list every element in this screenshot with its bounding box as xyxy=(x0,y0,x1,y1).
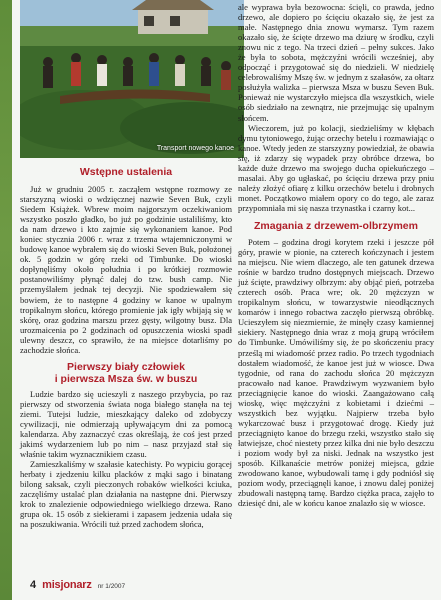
paragraph: Ludzie bardzo się ucieszyli z naszego przybycia, po raz pierwszy od stworzenia świata noga białego stanęła na tej ziemi. Tutejsi ludzie, mieszkający daleko od zdobyczy cywilizacji, nie odmierzają upływającym dni za pomocą kalendarza. Aby zaznaczyć czas określają, że coś jest przed jakimś wydarzeniem lub po nim – nasz przyjazd stał się właśnie takim wyznacznikiem czasu. xyxy=(20,388,232,460)
magazine-page xyxy=(12,0,441,600)
issue-number: nr 1/2007 xyxy=(97,583,126,590)
paragraph: Zamieszkaliśmy w szałasie katechisty. Po wypiciu gorącej herbaty i zjedzeniu kilku placków z mąki sago i binatang bilong saksak, czyli pieczonych robaków wielkości kciuka, zaczęliśmy ustalać plan działania na następne dni. Pierwszy krok to znalezienie odpowiedniego wielkiego drzewa. Rano grupa ok. 15 osób z siekierami i zapasem jedzenia udała się na poszukiwania. Wrócili tuż przed zachodem słońca, xyxy=(20,459,232,530)
page-edge-band xyxy=(0,0,12,600)
magazine-name: misjonarz xyxy=(42,579,92,591)
section-initial-arrangements xyxy=(20,166,232,355)
section-heading: Wstępne ustalenia xyxy=(79,166,173,178)
paragraph: Już w grudniu 2005 r. zacząłem wstępne rozmowy ze starszyzną wioski o wdzięcznej nazwie Seven Buk, czyli Siedem Książek. Wbrew moim najgorszym oczekiwaniom wszystko poszło gładko, bo już po godzinie ustaliliśmy, kto da nam drzewo i kto zajmie się wykonaniem kanoe. Pod koniec stycznia 2006 r. wraz z trzema wtajemniczonymi w budowę kanoe wybrałem się do wioski Seven Buk, położonej ok. 5 godzin w górę rzeki od Timbunke. Do wioski dopłynęliśmy około południa i po krótkiej rozmowie postanowiliśmy płynąć dalej do tzw. bush camp. Nie przemyślałem jednak tej decyzji. Nie spodziewałem się bowiem, że to następne 4 godziny w kanoe w upalnym tropikalnym słońcu, którego promienie jak igły wbijają się w skórę, oraz godzina marszu przez gęsty, wilgotny busz. Dla urozmaicenia po 2 godzinach od opuszczenia wioski spadł ulewny deszcz, co sprawiło, że na miejsce dotarliśmy po zachodzie słońca. xyxy=(20,184,232,355)
section-heading xyxy=(20,361,232,385)
canoe-transport-photo xyxy=(20,0,244,158)
section-heading: Zmagania z drzewem-olbrzymem xyxy=(254,219,418,232)
paragraph: Potem – godzina drogi korytem rzeki i jeszcze pół góry, prawie w pionie, na czterech kończynach i jestem na miejscu. Nie wiem dlaczego, ale ten gatunek drzewa rośnie w bardzo trudno dostępnych miejscach. Drzewo już ścięte, prawdziwy olbrzym: aby objąć pień, potrzeba czterech osób. Praca wre; ok. 20 mężczyzn w tropikalnym słońcu, w towarzystwie nieodłącznych komarów i innego robactwa zaczęło pierwszą obróbkę. Ucieszyłem się niezmiernie, że minęły czasy kamiennej siekiery. Następnego dnia wraz z moją grupą wróciłem do Timbunke. Umówiliśmy się, że po skończeniu pracy prześlą mi wiadomość przez radio. Po trzech tygodniach dostałem wiadomość, że kanoe jest już w wiosce. Dwa tygodnie, od rana do zachodu słońca 20 mężczyzn pracowało nad kanoe. Prawdziwym wyzwaniem było przeciągnięcie kanoe do wioski. Zaangażowano całą wioskę, więc mężczyźni z kobietami i dziećmi – wszystkich bez wyjątku. Najpierw trzeba było wykarczować busz i przygotować drogę. Kiedy już przeciągnięto kanoe do brzegu rzeki, wszystko stało się łatwiejsze, choć niestety przez kilka dni nie było deszczu i poziom wody był za niski. Jednak na wszystko jest sposób. Kilkanaście metrów poniżej miejsca, gdzie zwodowano kanoe, wybudowali tamę i gdy podniósł się poziom wody, przeciągnęli kanoe, i znowu dalej poniżej zbudowali następną tamę. Bardzo ciężka praca, zajęło to dziesięć dni, ale w końcu kanoe znalazło się w wiosce. xyxy=(238,236,434,509)
photo-caption: Transport nowego kanoe xyxy=(156,145,234,152)
paragraph: Wieczorem, już po kolacji, siedzieliśmy w kłębach dymu tytoniowego, żując orzechy betelu i rozmawiając o kanoe. Wtedy jeden ze starszyzny powiedział, że obawia się, iż zdarzy się wypadek przy obróbce drzewa, bo każde duże drzewo ma swojego ducha opiekuńczego – masalai. Aby go ugłaskać, po ścięciu drzewa przy pniu należy złożyć ofiarę z kilku orzechów betelu i drobnych monet. Początkowo miałem opory co do tego, ale zaraz przypomniała mi się nasza trzynastka i czarny kot... xyxy=(238,122,434,213)
photo-illustration xyxy=(20,0,244,158)
section-giant-tree xyxy=(238,220,434,508)
heading-line: i pierwsza Msza św. w buszu xyxy=(54,372,198,385)
page-footer xyxy=(30,579,125,591)
left-text-body xyxy=(20,162,232,529)
heading-line: Pierwszy biały człowiek xyxy=(67,360,185,373)
section-first-white-man xyxy=(20,361,232,530)
page-number: 4 xyxy=(30,579,37,591)
paragraph: ale wyprawa była bezowocna: ścięli, co prawda, jedno drzewo, ale dopiero po ścięciu okazało się, że jest za małe. Następnego dnia znowu wymarsz. Tym razem okazało się, że ścięte drzewo ma dziurę w środku, czyli znowu nic z tego. Na trzeci dzień – pełny sukces. Jako że była to sobota, mężczyźni wrócili wcześniej, aby odpocząć i przygotować się do niedzieli. W niedzielę celebrowaliśmy Mszę św. w jednym z szałasów, za ołtarz posłużyła walizka – pierwsza Msza w buszu Seven Buk. Ponieważ nie wystarczyło miejsca dla wszystkich, wiele osób siedziało na zewnątrz, nie przejmując się upalnym słońcem. xyxy=(238,2,434,123)
right-column xyxy=(238,2,434,508)
